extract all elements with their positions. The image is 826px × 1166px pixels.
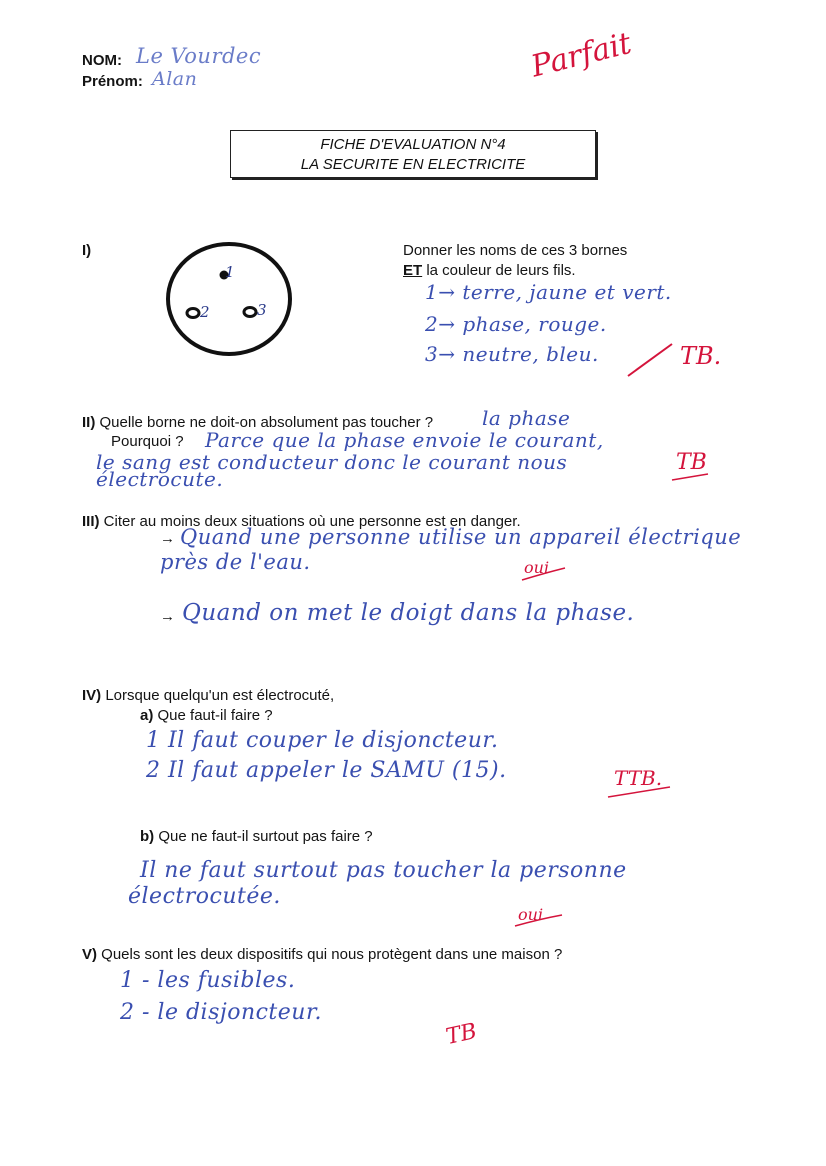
q2-why-answer-2: le sang est conducteur donc le courant nous — [96, 450, 568, 474]
q3-question: III) Citer au moins deux situations où une personne est en danger. — [82, 513, 521, 530]
q1-check-stroke — [628, 344, 672, 376]
diagram-label-3: 3 — [257, 301, 268, 319]
q1-answer-3: 3→ neutre, bleu. — [425, 342, 599, 366]
q4b-answer-1: Il ne faut surtout pas toucher la personne — [140, 858, 627, 883]
q2-why-label: Pourquoi ? — [111, 433, 184, 450]
q4a-mark: TTB. — [614, 766, 663, 790]
q1-answer-1: 1→ terre, jaune et vert. — [425, 280, 672, 304]
q4b-answer-2: électrocutée. — [128, 884, 281, 909]
q4a-label: a) Que faut-il faire ? — [140, 707, 273, 724]
q3-mark: oui — [524, 558, 550, 577]
prenom-label: Prénom: — [82, 73, 143, 90]
q4-question: IV) Lorsque quelqu'un est électrocuté, — [82, 687, 335, 704]
q2-why-answer-1: Parce que la phase envoie le courant, — [205, 428, 604, 452]
grade-mark: Parfait — [527, 25, 635, 85]
prenom-value: Alan — [152, 68, 198, 90]
q1-prompt-et: ET — [403, 262, 423, 279]
q1-mark: TB. — [680, 342, 722, 370]
diagram-label-1: 1 — [225, 263, 236, 281]
q1-answer-2: 2→ phase, rouge. — [425, 312, 607, 336]
q2-question: II) Quelle borne ne doit-on absolument pas toucher ? — [82, 414, 434, 431]
q1-prompt-line-1: Donner les noms de ces 3 bornes — [403, 242, 628, 259]
q3-answer-1-line-1: Quand une personne utilise un appareil électrique — [180, 525, 742, 549]
q1-number: I) — [82, 242, 92, 259]
q1-prompt-line-2 — [403, 262, 576, 279]
q5-mark: TB — [443, 1019, 480, 1050]
q3-answer-2: Quand on met le doigt dans la phase. — [182, 600, 635, 626]
q5-question: V) Quels sont les deux dispositifs qui nous protègent dans une maison ? — [82, 946, 563, 963]
q4-question-visible: Lorsque quelqu'un est électrocuté, — [105, 687, 335, 704]
q2-answer: la phase — [482, 406, 571, 430]
q4b-mark: oui — [518, 905, 544, 924]
diagram-label-2: 2 — [200, 303, 211, 321]
q5-answer-2: 2 - le disjoncteur. — [120, 1000, 323, 1025]
nom-label: NOM: — [82, 52, 122, 69]
q4a-label-visible: Que faut-il faire ? — [157, 707, 273, 724]
q1-prompt-rest: la couleur de leurs fils. — [422, 262, 576, 279]
q3-answer-1-line-2: près de l'eau. — [160, 550, 311, 574]
title-line-1: FICHE D'EVALUATION N°4 — [320, 136, 506, 153]
q4b-label-visible: Que ne faut-il surtout pas faire ? — [158, 828, 373, 845]
terminal-neutral — [244, 308, 256, 317]
q4b-label: b) Que ne faut-il surtout pas faire ? — [140, 828, 373, 845]
nom-value: Le Vourdec — [136, 44, 262, 68]
q2-why-answer-3: électrocute. — [96, 467, 224, 491]
q5-question-visible: Quels sont les deux dispositifs qui nous protègent dans une maison ? — [101, 946, 563, 963]
terminal-phase — [187, 309, 199, 318]
q3-arrow-1: → — [160, 530, 175, 547]
q4a-answer-2: 2 Il faut appeler le SAMU (15). — [146, 758, 507, 783]
q3-question-visible: Citer au moins deux situations où une personne est en danger. — [103, 513, 521, 530]
q2-question-visible: Quelle borne ne doit-on absolument pas toucher ? — [99, 414, 434, 431]
q3-arrow-2: → — [160, 608, 175, 625]
socket-outline — [168, 244, 290, 354]
title-line-2: LA SECURITE EN ELECTRICITE — [300, 156, 526, 173]
q5-answer-1: 1 - les fusibles. — [120, 968, 296, 993]
q4a-answer-1: 1 Il faut couper le disjoncteur. — [146, 728, 499, 753]
q2-mark: TB — [676, 450, 707, 475]
